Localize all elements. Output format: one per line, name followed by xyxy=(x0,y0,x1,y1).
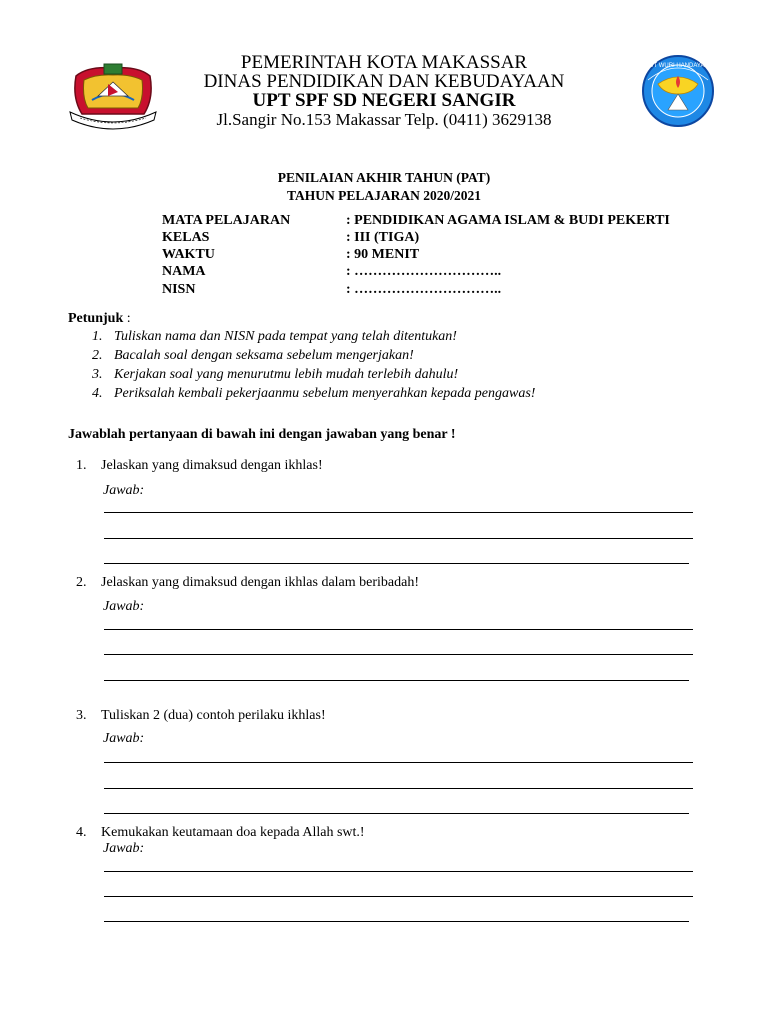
instruction-number: 2. xyxy=(92,348,103,363)
instruction-item xyxy=(92,367,458,383)
question-number: 4. xyxy=(76,825,87,840)
info-label-subject: MATA PELAJARAN xyxy=(162,213,291,228)
question-4 xyxy=(76,825,365,841)
exam-title: PENILAIAN AKHIR TAHUN (PAT) xyxy=(277,170,491,185)
answer-line[interactable] xyxy=(104,654,693,655)
header-department: DINAS PENDIDIKAN DAN KEBUDAYAAN xyxy=(203,71,565,92)
instructions-heading xyxy=(68,311,131,327)
answer-line[interactable] xyxy=(104,788,693,789)
info-label-nisn: NISN xyxy=(162,282,196,297)
question-number: 3. xyxy=(76,708,87,723)
answer-line[interactable] xyxy=(104,629,693,630)
instruction-text: Tuliskan nama dan NISN pada tempat yang telah ditentukan! xyxy=(114,329,457,344)
instruction-number: 4. xyxy=(92,386,103,401)
info-label-name: NAMA xyxy=(162,264,206,279)
answer-line[interactable] xyxy=(104,512,693,513)
header-school-name: UPT SPF SD NEGERI SANGIR xyxy=(252,90,516,111)
answer-label: Jawab: xyxy=(103,599,145,614)
exam-year: TAHUN PELAJARAN 2020/2021 xyxy=(286,188,481,203)
main-instruction: Jawablah pertanyaan di bawah ini dengan jawaban yang benar ! xyxy=(68,427,456,442)
instruction-number: 1. xyxy=(92,329,103,344)
instruction-text: Periksalah kembali pekerjaanmu sebelum menyerahkan kepada pengawas! xyxy=(114,386,536,401)
answer-line[interactable] xyxy=(104,871,693,872)
answer-label: Jawab: xyxy=(103,483,145,498)
question-2 xyxy=(76,575,419,591)
instruction-text: Bacalah soal dengan seksama sebelum mengerjakan! xyxy=(114,348,414,363)
instruction-text: Kerjakan soal yang menurutmu lebih mudah terlebih dahulu! xyxy=(114,367,459,382)
answer-line[interactable] xyxy=(104,563,689,564)
logo-motto-text: TUT WURI HANDAYANI xyxy=(645,63,711,69)
answer-line[interactable] xyxy=(104,813,689,814)
answer-label: Jawab: xyxy=(103,841,145,856)
instruction-item xyxy=(92,386,535,402)
question-text: Jelaskan yang dimaksud dengan ikhlas! xyxy=(101,458,323,473)
question-1 xyxy=(76,458,323,474)
header-address: Jl.Sangir No.153 Makassar Telp. (0411) 3629138 xyxy=(216,110,552,129)
instructions-label: Petunjuk xyxy=(68,311,124,326)
header-government: PEMERINTAH KOTA MAKASSAR xyxy=(240,52,528,73)
answer-line[interactable] xyxy=(104,921,689,922)
info-value-subject: : PENDIDIKAN AGAMA ISLAM & BUDI PEKERTI xyxy=(346,213,670,228)
answer-line[interactable] xyxy=(104,538,693,539)
instructions-colon: : xyxy=(123,311,131,326)
answer-line[interactable] xyxy=(104,896,693,897)
instruction-number: 3. xyxy=(92,367,103,382)
info-value-name: : ………………………….. xyxy=(346,264,502,279)
info-value-nisn: : ………………………….. xyxy=(346,282,502,297)
info-label-time: WAKTU xyxy=(162,247,215,262)
answer-line[interactable] xyxy=(104,762,693,763)
question-number: 1. xyxy=(76,458,87,473)
info-value-class: : III (TIGA) xyxy=(346,230,420,245)
question-text: Kemukakan keutamaan doa kepada Allah swt.! xyxy=(101,825,365,840)
answer-line[interactable] xyxy=(104,680,689,681)
instruction-item xyxy=(92,329,457,345)
question-number: 2. xyxy=(76,575,87,590)
info-value-time: : 90 MENIT xyxy=(346,247,420,262)
question-text: Jelaskan yang dimaksud dengan ikhlas dalam beribadah! xyxy=(101,575,420,590)
question-text: Tuliskan 2 (dua) contoh perilaku ikhlas! xyxy=(101,708,326,723)
instruction-item xyxy=(92,348,414,364)
answer-label: Jawab: xyxy=(103,731,145,746)
question-3 xyxy=(76,708,326,724)
info-label-class: KELAS xyxy=(162,230,210,245)
